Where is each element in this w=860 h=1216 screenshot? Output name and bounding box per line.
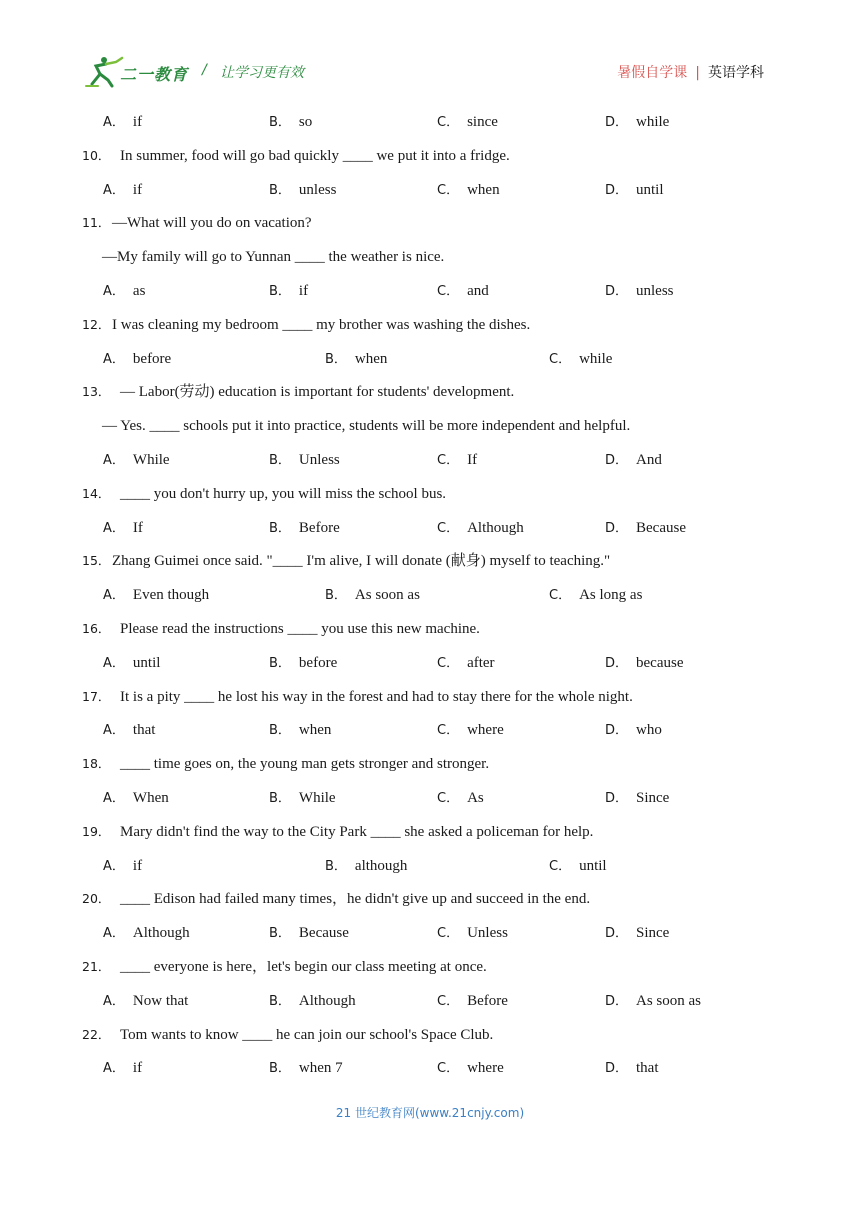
question-stem: [82, 1024, 782, 1058]
option-text: As soon as: [636, 992, 702, 1009]
answer-option[interactable]: [437, 179, 500, 202]
option-letter: A．: [103, 723, 125, 739]
option-letter: B．: [269, 115, 291, 130]
answer-option[interactable]: [103, 584, 209, 607]
answer-options: [82, 990, 782, 1024]
question-stem: [82, 212, 782, 246]
answer-option[interactable]: [605, 517, 686, 540]
answer-option[interactable]: [103, 787, 169, 810]
answer-options: [82, 449, 782, 483]
answer-options: [82, 280, 782, 314]
answer-option[interactable]: [437, 1057, 504, 1080]
answer-option[interactable]: [437, 517, 524, 540]
question-stem: [82, 381, 782, 415]
answer-option[interactable]: [605, 652, 683, 675]
answer-option[interactable]: [269, 280, 308, 303]
option-letter: C．: [549, 588, 572, 604]
option-letter: D．: [605, 790, 629, 806]
question-text: ____ you don't hurry up, you will miss the school bus.: [120, 485, 447, 502]
option-letter: D．: [605, 723, 629, 739]
option-letter: A．: [103, 283, 125, 299]
option-letter: D．: [605, 520, 629, 536]
option-letter: A．: [103, 351, 125, 367]
answer-option[interactable]: [549, 348, 612, 371]
option-text: before: [298, 654, 338, 671]
answer-option[interactable]: [269, 449, 340, 472]
option-letter: A．: [103, 588, 125, 604]
answer-options: [82, 111, 782, 145]
answer-option[interactable]: [269, 922, 349, 945]
question-text: Zhang Guimei once said. "____ I'm alive, I will donate (献身) myself to teaching.": [112, 553, 611, 570]
question-text: Tom wants to know ____ he can join our school's Space Club.: [120, 1026, 494, 1043]
answer-option[interactable]: [605, 179, 664, 202]
option-letter: D．: [605, 452, 629, 468]
option-letter: B．: [269, 182, 291, 198]
option-letter: C．: [437, 520, 460, 536]
option-letter: B．: [325, 351, 347, 367]
question-stem: [82, 314, 782, 348]
answer-option[interactable]: [437, 111, 498, 134]
option-letter: D．: [605, 926, 629, 942]
answer-option[interactable]: [437, 990, 508, 1013]
option-letter: D．: [605, 115, 629, 130]
option-text: If: [467, 451, 478, 468]
option-text: Because: [298, 925, 349, 942]
question-stem: [82, 821, 782, 855]
answer-option[interactable]: [103, 348, 171, 371]
option-letter: A．: [103, 790, 125, 806]
option-letter: C．: [437, 115, 460, 130]
option-letter: A．: [103, 858, 125, 874]
answer-option[interactable]: [269, 652, 337, 675]
answer-options: [82, 179, 782, 213]
option-text: who: [636, 722, 662, 739]
option-text: Now that: [132, 992, 189, 1009]
question-text: —What will you do on vacation?: [112, 215, 312, 232]
question-number: 16．: [82, 620, 111, 636]
answer-option[interactable]: [605, 1057, 659, 1080]
option-letter: C．: [437, 926, 460, 942]
option-text: Although: [132, 925, 190, 942]
answer-options: [82, 855, 782, 889]
option-letter: B．: [269, 993, 291, 1009]
option-letter: C．: [437, 655, 460, 671]
answer-option[interactable]: [103, 179, 142, 202]
answer-option[interactable]: [325, 855, 407, 878]
question-text: ____ time goes on, the young man gets stronger and stronger.: [120, 756, 490, 773]
question-number: 12．: [82, 316, 111, 332]
question-number: 21．: [82, 958, 111, 974]
option-letter: C．: [437, 182, 460, 198]
question-number: 15．: [82, 553, 111, 569]
answer-option[interactable]: [103, 1057, 142, 1080]
question-number: 17．: [82, 688, 111, 704]
question-text-continued: —My family will go to Yunnan ____ the weather is nice.: [102, 249, 445, 266]
question-text: — Labor(劳动) education is important for students' development.: [120, 384, 515, 401]
option-text: As soon as: [354, 587, 420, 604]
option-letter: C．: [437, 1061, 460, 1077]
answer-option[interactable]: [605, 787, 669, 810]
question-stem: [82, 888, 782, 922]
option-letter: B．: [269, 655, 291, 671]
question-stem: [82, 618, 782, 652]
question-stem: [82, 483, 782, 517]
option-letter: C．: [437, 790, 460, 806]
option-text: Because: [636, 519, 686, 536]
question-stem: [82, 686, 782, 720]
option-letter: B．: [269, 452, 291, 468]
footer-source: 21 世纪教育网(www.21cnjy.com): [335, 1106, 525, 1120]
answer-option[interactable]: [437, 922, 508, 945]
option-text: As long as: [579, 587, 643, 604]
answer-option[interactable]: [437, 719, 504, 742]
page-header: [0, 0, 860, 104]
option-text: Although: [298, 992, 356, 1009]
option-text: Before: [467, 992, 508, 1009]
option-letter: D．: [605, 993, 629, 1009]
option-text: when: [354, 350, 388, 367]
option-text: until: [579, 857, 607, 874]
question-text: Mary didn't find the way to the City Park ____ she asked a policeman for help.: [120, 823, 594, 840]
answer-options: [82, 922, 782, 956]
answer-option[interactable]: [325, 584, 420, 607]
option-letter: B．: [269, 790, 291, 806]
answer-option[interactable]: [437, 280, 489, 303]
option-letter: C．: [437, 993, 460, 1009]
answer-option[interactable]: [103, 652, 160, 675]
option-text: if: [132, 857, 143, 874]
course-label: 暑假自学课: [617, 65, 688, 81]
question-number: 13．: [82, 384, 111, 400]
answer-option[interactable]: [103, 111, 142, 134]
option-letter: A．: [103, 926, 125, 942]
option-text: when: [298, 722, 332, 739]
option-letter: C．: [437, 452, 460, 468]
option-text: if: [132, 1060, 143, 1077]
slogan: 让学习更有效: [220, 65, 304, 81]
question-list: [82, 111, 782, 1091]
question-number: 20．: [82, 891, 111, 907]
answer-option[interactable]: [103, 990, 188, 1013]
answer-option[interactable]: [269, 179, 336, 202]
option-text: When: [132, 789, 169, 806]
option-letter: A．: [103, 993, 125, 1009]
answer-option[interactable]: [605, 111, 669, 134]
option-text: Although: [467, 519, 524, 536]
option-text: until: [636, 181, 664, 198]
option-text: While: [298, 789, 336, 806]
option-text: before: [132, 350, 172, 367]
option-text: after: [467, 654, 495, 671]
option-letter: D．: [605, 1061, 629, 1077]
question-text: ____ Edison had failed many times，he didn't give up and succeed in the end.: [120, 891, 591, 908]
option-text: Unless: [467, 925, 508, 942]
answer-option[interactable]: [269, 111, 312, 134]
answer-option[interactable]: [269, 719, 331, 742]
header-right: [617, 62, 764, 82]
option-text: Since: [636, 789, 670, 806]
question-text: ____ everyone is here，let's begin our class meeting at once.: [120, 958, 487, 975]
option-letter: B．: [269, 723, 291, 739]
answer-option[interactable]: [269, 787, 336, 810]
option-letter: B．: [269, 926, 291, 942]
option-letter: A．: [103, 1061, 125, 1077]
option-text: where: [467, 722, 504, 739]
option-text: when 7: [298, 1060, 343, 1077]
option-text: as: [132, 282, 146, 299]
option-text: Even though: [132, 587, 210, 604]
answer-options: [82, 517, 782, 551]
option-text: so: [298, 114, 313, 130]
option-letter: D．: [605, 655, 629, 671]
question-number: 19．: [82, 823, 111, 839]
option-text: Since: [636, 925, 670, 942]
question-text: It is a pity ____ he lost his way in the forest and had to stay there for the whole night.: [120, 688, 633, 705]
answer-option[interactable]: [437, 787, 484, 810]
option-text: And: [636, 451, 662, 468]
question-text-continued: — Yes. ____ schools put it into practice, students will be more independent and helpful.: [102, 418, 631, 435]
header-divider: |: [695, 65, 700, 81]
option-letter: C．: [549, 858, 572, 874]
answer-option[interactable]: [103, 719, 155, 742]
option-text: while: [579, 350, 613, 367]
option-text: unless: [636, 282, 674, 299]
option-text: if: [132, 181, 143, 198]
option-text: when: [467, 181, 500, 198]
divider-slash: /: [202, 62, 207, 78]
option-letter: D．: [605, 283, 629, 299]
option-letter: D．: [605, 182, 629, 198]
answer-option[interactable]: [605, 719, 662, 742]
answer-option[interactable]: [605, 280, 674, 303]
option-letter: B．: [269, 1061, 291, 1077]
option-letter: B．: [269, 520, 291, 536]
question-text: In summer, food will go bad quickly ____ we put it into a fridge.: [120, 147, 510, 164]
subject-label: 英语学科: [708, 65, 764, 81]
option-letter: B．: [325, 858, 347, 874]
option-text: Before: [298, 519, 340, 536]
option-text: While: [132, 451, 170, 468]
answer-option[interactable]: [103, 922, 190, 945]
answer-option[interactable]: [549, 584, 642, 607]
option-letter: A．: [103, 452, 125, 468]
answer-option[interactable]: [549, 855, 607, 878]
answer-option[interactable]: [103, 449, 170, 472]
option-text: that: [132, 722, 156, 739]
option-text: while: [636, 114, 670, 130]
answer-option[interactable]: [605, 990, 701, 1013]
option-letter: B．: [269, 283, 291, 299]
answer-option[interactable]: [269, 517, 340, 540]
answer-option[interactable]: [269, 1057, 343, 1080]
option-letter: A．: [103, 115, 125, 130]
option-text: If: [132, 519, 143, 536]
option-letter: A．: [103, 182, 125, 198]
question-number: 14．: [82, 485, 111, 501]
answer-options: [82, 348, 782, 382]
answer-option[interactable]: [103, 517, 143, 540]
answer-option[interactable]: [325, 348, 387, 371]
option-text: As: [467, 789, 484, 806]
option-text: if: [132, 114, 143, 130]
option-letter: A．: [103, 655, 125, 671]
answer-options: [82, 719, 782, 753]
question-stem: [82, 956, 782, 990]
question-text: I was cleaning my bedroom ____ my brother was washing the dishes.: [112, 316, 531, 333]
answer-options: [82, 1057, 782, 1091]
answer-options: [82, 652, 782, 686]
answer-options: [82, 787, 782, 821]
option-letter: A．: [103, 520, 125, 536]
answer-option[interactable]: [269, 990, 356, 1013]
question-number: 11．: [82, 215, 111, 231]
option-text: although: [354, 857, 408, 874]
brand-name: 二一教育: [120, 65, 189, 84]
option-text: since: [467, 114, 498, 130]
option-text: that: [636, 1060, 659, 1077]
option-text: because: [636, 654, 684, 671]
option-letter: B．: [325, 588, 347, 604]
answer-option[interactable]: [437, 449, 477, 472]
question-stem: [82, 753, 782, 787]
question-stem: [82, 145, 782, 179]
option-text: where: [467, 1060, 504, 1077]
question-stem: [82, 550, 782, 584]
option-letter: C．: [437, 723, 460, 739]
question-number: 22．: [82, 1026, 111, 1042]
option-text: unless: [298, 181, 337, 198]
option-text: and: [467, 282, 489, 299]
option-text: until: [132, 654, 161, 671]
option-text: Unless: [298, 451, 340, 468]
answer-options: [82, 584, 782, 618]
question-number: 10．: [82, 147, 111, 163]
answer-option[interactable]: [103, 280, 145, 303]
question-text: Please read the instructions ____ you use this new machine.: [120, 620, 480, 637]
answer-option[interactable]: [103, 855, 142, 878]
option-text: if: [298, 282, 309, 299]
answer-option[interactable]: [605, 449, 662, 472]
answer-option[interactable]: [437, 652, 495, 675]
question-number: 18．: [82, 756, 111, 772]
option-letter: C．: [437, 283, 460, 299]
option-letter: C．: [549, 351, 572, 367]
answer-option[interactable]: [605, 922, 669, 945]
